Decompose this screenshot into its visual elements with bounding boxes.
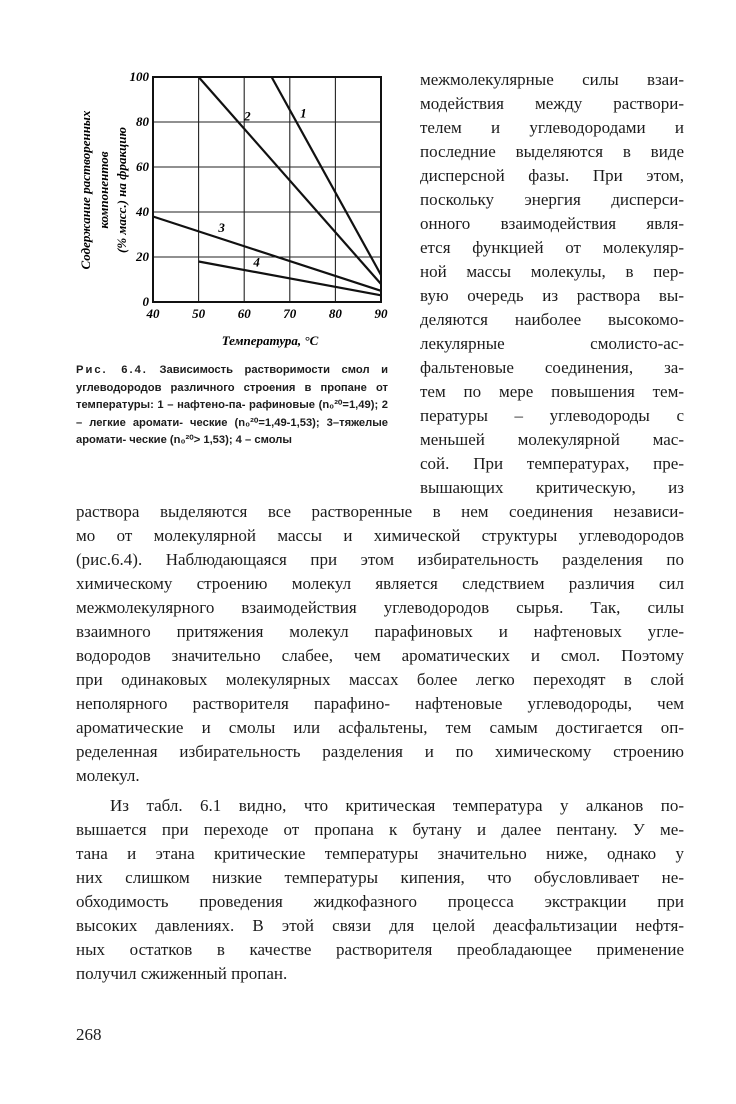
x-tick-label: 40 [146,306,160,321]
series-label-3: 3 [218,219,225,235]
y-tick-label: 20 [136,249,149,264]
text-line: вую очередь из раствора вы- [420,286,684,305]
text-line: вышается при переходе от пропана к бутану и далее пентану. У ме- [76,820,684,839]
plot-frame [153,77,381,302]
text-line: получил сжиженный пропан. [76,964,288,983]
text-line: межмолекулярного взаимодействия углеводородов сырья. Так, силы [76,598,684,617]
text-line: при одинаковых молекулярных массах более легко переходят в слой [76,670,684,689]
x-tick-label: 60 [237,306,251,321]
text-line: поскольку энергия дисперси- [420,190,684,209]
x-tick-label: 50 [192,306,206,321]
caption-line: Зависимость растворимости [159,364,330,376]
chart-series [153,77,381,295]
text-line: тана и этана критические температуры значительно ниже, однако у [76,844,684,863]
text-line: меньшей молекулярной мас- [420,430,684,449]
text-line: пературы – углеводороды с [420,406,684,425]
text-line: ределенная избирательность разделения и по химическому строению [76,742,684,761]
text-line: неполярного растворителя парафино- нафтеновые углеводороды, чем [76,694,684,713]
text-line: межмолекулярные силы взаи- [420,70,684,89]
chart-ticks [130,69,389,321]
y-tick-label: 0 [142,294,149,309]
chart-grid [153,77,381,302]
y-axis-label-line: Содержание растворенных [78,110,93,270]
text-line: Из табл. 6.1 видно, что критическая температура у алканов по- [110,796,684,815]
caption-line: рафиновые (n₀²⁰=1,49); 2 – легкие аромати- [76,399,389,429]
text-line: вышающих критическую, из [420,478,684,497]
text-line: (рис.6.4). Наблюдающаяся при этом избирательность разделения по [76,550,684,569]
text-line: них слишком низкие температуры кипения, что обусловливает не- [76,868,684,887]
text-line: раствора выделяются все растворенные в нем соединения независи- [76,502,684,521]
caption-label: Рис. 6.4. [76,364,148,376]
text-line: деляются наиболее высокомо- [420,310,684,329]
y-tick-label: 80 [136,114,149,129]
text-line: ется функцией от молекуляр- [420,238,684,257]
text-line: взаимного притяжения молекул парафиновых и нафтеновых угле- [76,622,684,641]
text-line: молекул. [76,766,140,785]
figure-caption [76,362,388,450]
text-line: водородов значительно слабее, чем ароматических и смол. Поэтому [76,646,684,665]
y-axis-label [78,110,129,269]
series-labels [217,106,306,270]
y-tick-label: 40 [136,204,149,219]
text-line: телем и углеводородами и [420,118,684,137]
text-line: лекулярные смолисто-ас- [420,334,684,353]
text-line: высоких давлениях. В этой связи для целой деасфальтизации нефтя- [76,916,684,935]
text-line: ных остатков в качестве растворителя преобладающее применение [76,940,684,959]
x-tick-label: 80 [328,306,342,321]
text-line: тем по мере повышения тем- [420,382,684,401]
text-line: модействия между раствори- [420,94,684,113]
y-tick-label: 100 [129,69,149,84]
text-line: обходимость проведения жидкофазного процесса экстракции при [76,892,684,911]
series-line-3 [153,217,381,291]
y-tick-label: 60 [136,159,149,174]
text-line: фальтеновые соединения, за- [420,358,684,377]
text-line: ной массы молекулы, в пер- [420,262,684,281]
series-label-1: 1 [300,105,307,121]
text-line: последние выделяются в виде [420,142,684,161]
y-axis-label-line: компонентов [96,151,111,229]
solubility-chart [70,66,400,356]
text-line: ароматические и смолы или асфальтены, тем самым достигается оп- [76,718,684,737]
series-label-4: 4 [253,254,260,270]
x-axis-label: Температура, °С [221,333,319,348]
text-line: онного взаимодействия явля- [420,214,684,233]
caption-line: ческие (n₀²⁰=1,49-1,53); 3–тяжелые аромати- [76,416,388,446]
text-line: сой. При температурах, пре- [420,454,684,473]
y-axis-label-line: (% масс.) на фракцию [114,127,129,253]
series-label-2: 2 [244,108,251,124]
series-line-1 [272,77,381,275]
caption-line: ческие (n₀²⁰> 1,53); 4 – смолы [129,434,292,446]
x-tick-label: 90 [374,306,388,321]
text-line: мо от молекулярной массы и химической структуры углеводородов [76,526,684,545]
caption-line: в пропане от температуры: 1 – нафтено-па- [76,381,388,411]
text-line: дисперсной фазы. При этом, [420,166,684,185]
text-line: химическому строению молекул является следствием различия сил [76,574,684,593]
caption-line: смол и углеводородов различного строения [76,364,389,394]
page-number: 268 [76,1025,102,1044]
x-tick-label: 70 [283,306,297,321]
